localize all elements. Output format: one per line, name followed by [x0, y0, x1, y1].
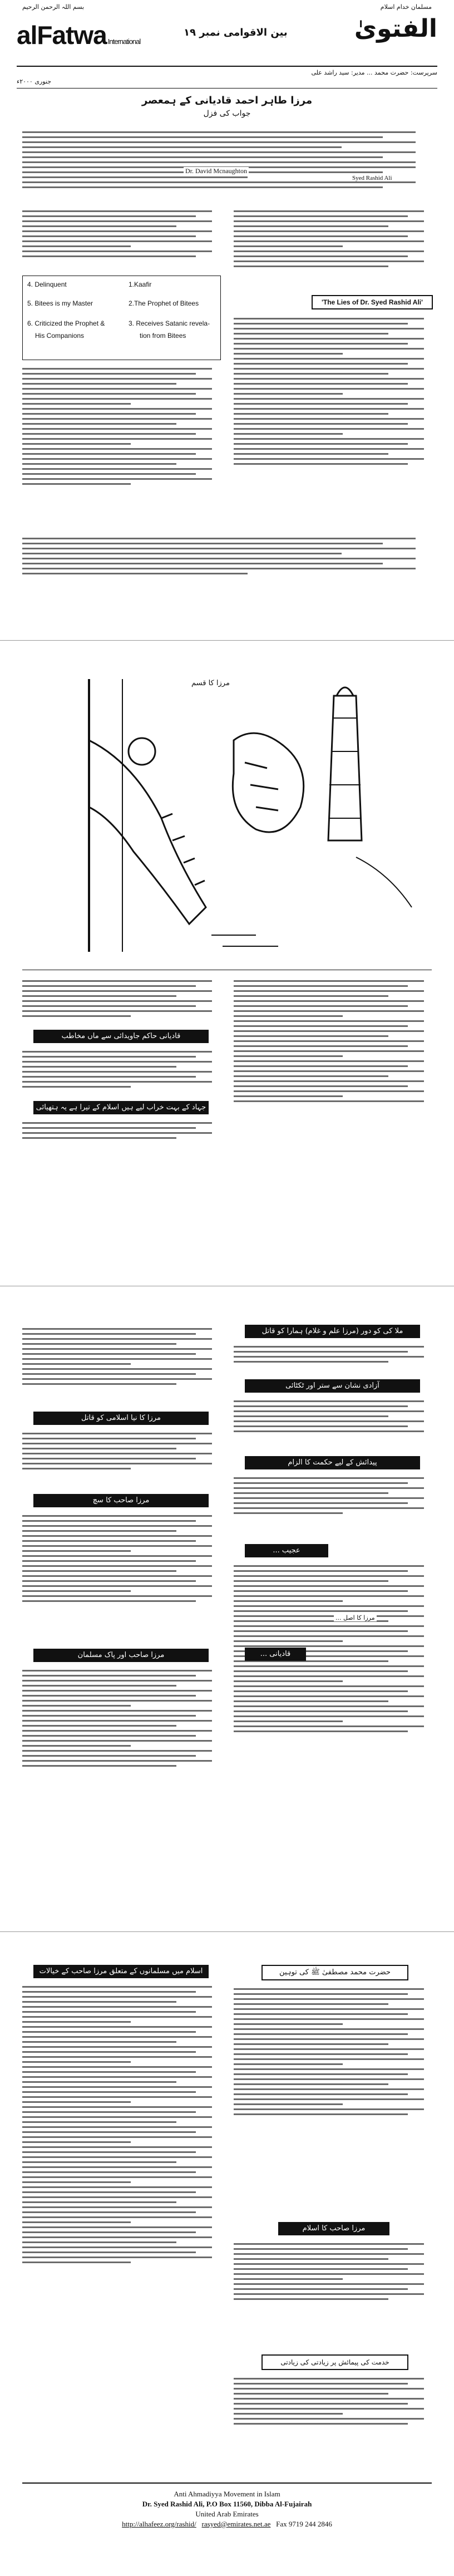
footer-rule [22, 2482, 432, 2484]
p4-heading-right [261, 1965, 408, 1980]
rashid-ali-tag: Syed Rashid Ali [351, 175, 394, 181]
names-row-1-right: 1.Kaafir [129, 281, 152, 288]
rule [17, 88, 437, 89]
footer-address: Dr. Syed Rashid Ali, P.O Box 11560, Dibba Al-Fujairah [142, 2500, 312, 2508]
p4-heading-right-text: حضرت محمد مصطفیٰ ﷺ کی توہین [279, 1968, 391, 1977]
inline-name: Dr. David Mcnaughton [184, 167, 249, 175]
p4-right-top [234, 1985, 432, 2219]
p4-heading-left: اسلام میں مسلمانوں کے متعلق مرزا صاحب کے خیالات [33, 1965, 209, 1978]
p3-left-column [22, 1325, 220, 1408]
page-1-subhead: جواب کی فزل [203, 109, 251, 118]
cartoon-caption: مرزا کا قسم [189, 679, 232, 687]
p1-body-top [22, 128, 432, 200]
p3-left-mid [22, 1429, 220, 1491]
p1-right-lower [234, 314, 432, 532]
p3-heading-1: ملا کی کو دور (مرزا علم و غلام) ہمارا کو قاتل [245, 1325, 420, 1338]
names-row-4-left: His Companions [35, 332, 85, 340]
page-1-headline: مرزا طاہر احمد قادیانی کے ہمعصر [141, 95, 313, 106]
p2-heading-1: قادیانی حاکم جاویدائی سے ماں مخاطب [33, 1030, 209, 1043]
p4-right-bottom [234, 2375, 432, 2472]
p3-left-bottom [22, 1666, 220, 1822]
footer-fax: Fax 9719 244 2846 [276, 2520, 332, 2528]
p1-left-column [22, 207, 220, 274]
p3-right-mid [234, 1397, 432, 1453]
top-ribbon-right: مسلمان خدام اسلام [380, 3, 432, 11]
names-table [22, 276, 221, 360]
p3-right-lower [234, 1474, 432, 1541]
footer [0, 2489, 454, 2529]
p1-right-column [234, 207, 432, 291]
footer-country: United Arab Emirates [195, 2510, 259, 2518]
names-row-4-right: tion from Bitees [140, 332, 186, 340]
p2-heading-3: جہاد کے بہت خراب لیے ہیں اسلام کے تیرا ہے یہ ہتھیائی [33, 1101, 209, 1114]
footer-email-link[interactable]: rasyed@emirates.net.ae [201, 2520, 271, 2528]
p4-left-column [22, 1983, 220, 2472]
names-row-3-left: 6. Criticized the Prophet & [27, 319, 105, 327]
names-row-1-left: 4. Delinquent [27, 281, 67, 288]
footer-web-link[interactable]: http://alhafeez.org/rashid/ [122, 2520, 196, 2528]
top-ribbon-left: بسم اللہ الرحمن الرحیم [22, 3, 85, 11]
names-row-2-left: 5. Bitees is my Master [27, 299, 93, 307]
p3-heading-4: مرزا صاحب کا سچ [33, 1494, 209, 1507]
masthead [17, 12, 437, 73]
p2-left-column [22, 977, 220, 1027]
p3-left-lower [22, 1512, 220, 1645]
names-row-2-right: 2.The Prophet of Bitees [129, 299, 199, 307]
page-separator [0, 640, 454, 641]
rule [17, 66, 437, 67]
top-ribbon [22, 3, 432, 11]
logo-latin: alFatwa International [17, 21, 141, 50]
p3-heading-7: عجیب ... [245, 1544, 328, 1557]
p4-sub-2 [261, 2354, 408, 2370]
p3-side-box: قادیانی ... [245, 1648, 306, 1661]
cartoon [22, 674, 432, 963]
p2-left-mid [22, 1048, 220, 1098]
page-3 [0, 1302, 454, 1915]
p3-label-a: مرزا کا اصل ... [334, 1614, 377, 1621]
page-4 [0, 1948, 454, 2572]
names-row-3-right: 3. Receives Satanic revela- [129, 319, 210, 327]
editor-line: سرپرست: حضرت محمد ... مدیر: سید راشد علی [311, 69, 437, 76]
p3-right-bottom [234, 1562, 432, 1823]
p3-heading-2: مرزا کا نیا اسلامی کو قاتل [33, 1412, 209, 1425]
logo-urdu: الفتویٰ [354, 14, 437, 43]
date-line: جنوری ۲۰۰۰ء [17, 78, 52, 85]
lies-box-title: 'The Lies of Dr. Syed Rashid Ali' [322, 298, 423, 306]
cartoon-illustration [22, 674, 432, 963]
page-1 [0, 0, 454, 622]
p2-left-lower [22, 1119, 220, 1152]
p3-right-top [234, 1343, 432, 1376]
p4-right-mid [234, 2240, 432, 2351]
p3-heading-3: آزادی نشان سے ستر اور ٹکٹائی [245, 1379, 420, 1393]
p4-sub-2-text: خدمت کی پیمائش پر زیادتی کی زیادتی [280, 2358, 389, 2366]
page-2 [0, 651, 454, 1264]
p4-sub-1: مرزا صاحب کا اسلام [278, 2222, 389, 2235]
logo-sub: International [107, 37, 141, 46]
p3-heading-6: مرزا صاحب اور پاک مسلمان [33, 1649, 209, 1662]
p3-heading-5: پیدائش کے لیے حکمت کا الزام [245, 1456, 420, 1469]
p1-bottom [22, 534, 432, 601]
footer-contact [0, 2519, 454, 2529]
p1-left-lower [22, 365, 220, 532]
issue-label: بین الاقوامی نمبر ۱۹ [184, 27, 288, 38]
p2-right-column [234, 977, 432, 1155]
lies-box [312, 295, 433, 309]
page-separator [0, 1931, 454, 1932]
footer-org: Anti Ahmadiyya Movement in Islam [174, 2490, 280, 2498]
